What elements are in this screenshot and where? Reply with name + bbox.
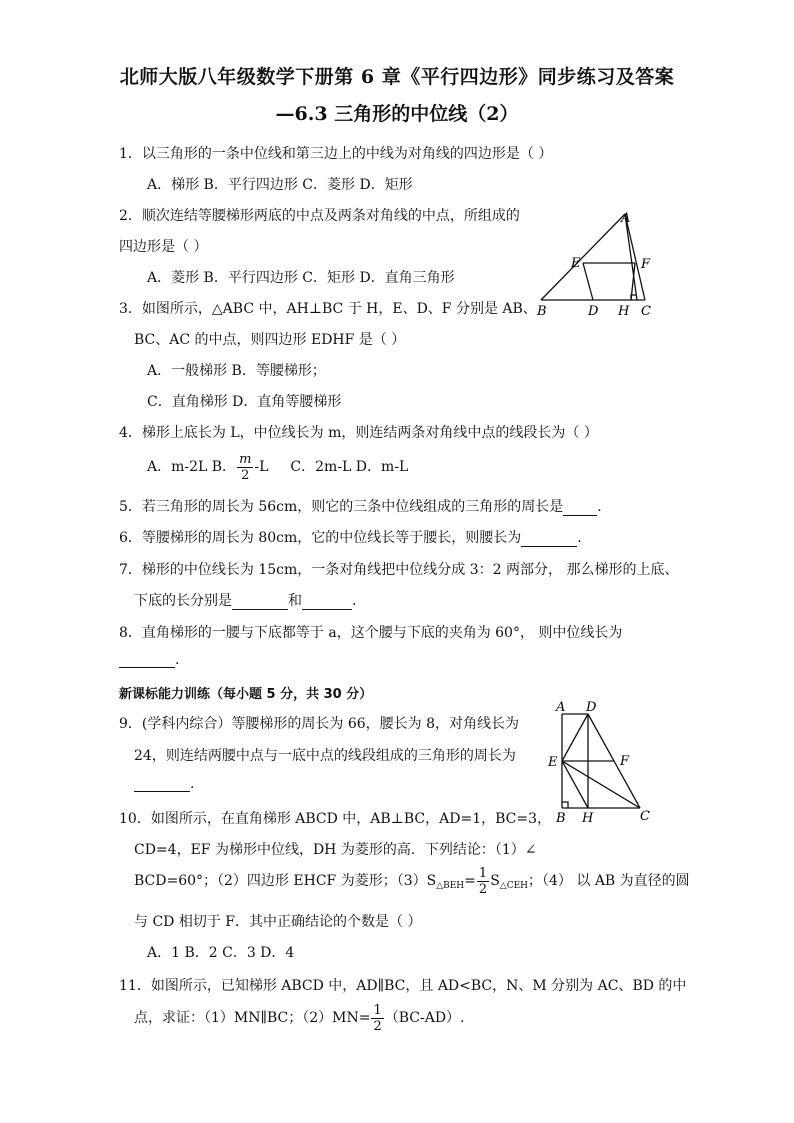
- question-7-line2: [134, 590, 356, 610]
- area-subscript-beh: △BEH: [436, 881, 465, 891]
- trapezoid-figure: [540, 700, 660, 824]
- section-heading: 新课标能力训练（每小题 5 分，共 30 分）: [119, 687, 373, 702]
- question-2-line1: 2．顺次连结等腰梯形两底的中点及两条对角线的中点，所组成的: [119, 208, 520, 224]
- answer-blank-upper-base[interactable]: [232, 595, 288, 610]
- question-8-end: .: [175, 652, 180, 668]
- question-10-line3: [134, 864, 690, 903]
- question-7-and: 和: [288, 593, 302, 609]
- question-10-line1: 10．如图所示，在直角梯形 ABCD 中，AB⊥BC，AD=1，BC=3，: [119, 811, 552, 827]
- question-4-option-b-tail: -L: [254, 459, 269, 475]
- fig1-label-d: D: [588, 304, 599, 319]
- right-angle-mark: [562, 802, 568, 808]
- triangle-figure: [533, 208, 663, 320]
- question-8-line2: [119, 652, 179, 668]
- fig2-label-a: A: [556, 700, 566, 715]
- question-11-text-b: （BC-AD）.: [384, 1010, 465, 1026]
- fig2-label-f: F: [620, 754, 630, 769]
- question-11-text-a: 点，求证：（1）MN∥BC；（2）MN=: [134, 1010, 371, 1026]
- question-9-end: .: [190, 776, 195, 792]
- answer-blank[interactable]: [134, 777, 190, 792]
- question-9-line3: [134, 776, 194, 792]
- question-4-options-cd: C．2m-L D．m-L: [290, 459, 409, 475]
- fraction-denominator: 2: [478, 881, 488, 897]
- fraction-denominator: 2: [241, 467, 250, 483]
- fig2-label-c: C: [640, 809, 650, 824]
- fraction-one-half: [477, 867, 489, 896]
- answer-blank[interactable]: [521, 532, 577, 547]
- question-5-end: .: [597, 499, 602, 515]
- fig1-label-h: H: [618, 304, 630, 319]
- fig1-label-f: F: [641, 257, 651, 272]
- question-1-text: 1．以三角形的一条中位线和第三边上的中线为对角线的四边形是（ ）: [119, 146, 553, 162]
- fig2-label-d: D: [586, 700, 597, 715]
- question-3-options-1: A．一般梯形 B．等腰梯形；: [147, 363, 326, 379]
- fig1-label-a: A: [621, 211, 631, 226]
- question-3-line1: 3．如图所示，△ABC 中，AH⊥BC 于 H，E、D、F 分别是 AB、: [119, 301, 537, 317]
- question-5: [119, 496, 602, 516]
- question-11-line1: 11．如图所示，已知梯形 ABCD 中，AD∥BC，且 AD<BC，N、M 分别为 AC、BD 的中: [119, 978, 687, 994]
- question-10-text-b: S: [490, 873, 500, 889]
- answer-blank[interactable]: [119, 653, 175, 668]
- question-6-text: 6．等腰梯形的周长为 80cm，它的中位线长等于腰长，则腰长为: [119, 530, 522, 546]
- segment-ed: [583, 263, 593, 300]
- page-subtitle: —6.3 三角形的中位线（2）: [275, 103, 519, 125]
- question-1-options: A．梯形 B．平行四边形 C．菱形 D．矩形: [147, 177, 413, 193]
- fig2-label-e: E: [548, 755, 558, 770]
- question-6-end: .: [577, 530, 582, 546]
- question-11-line2: [134, 1001, 465, 1035]
- question-10-options: A．1 B．2 C．3 D．4: [147, 945, 295, 961]
- question-7-line1: 7．梯形的中位线长为 15cm，一条对角线把中位线分成 3：2 两部分， 那么梯形的上底、: [119, 562, 679, 578]
- question-8-line1: 8．直角梯形的一腰与下底都等于 a，这个腰与下底的夹角为 60°， 则中位线长为: [119, 625, 623, 641]
- question-10-line2: CD=4，EF 为梯形中位线，DH 为菱形的高．下列结论：（1）∠: [134, 842, 537, 858]
- fig1-label-b: B: [537, 304, 547, 319]
- segment-eh: [562, 761, 588, 808]
- page-title: 北师大版八年级数学下册第 6 章《平行四边形》同步练习及答案: [119, 66, 675, 88]
- fraction-one-half: [371, 1004, 383, 1033]
- fig2-label-h: H: [582, 811, 594, 824]
- question-5-text: 5．若三角形的周长为 56cm，则它的三条中位线组成的三角形的周长是: [119, 499, 564, 515]
- question-3-options-2: C．直角梯形 D．直角等腰梯形: [147, 394, 342, 410]
- question-9-line2: 24，则连结两腰中点与一底中点的线段组成的三角形的周长为: [134, 748, 516, 764]
- fig1-label-c: C: [641, 304, 651, 319]
- fraction-numerator: 1: [478, 865, 488, 881]
- question-10-text-c: ；（4） 以 AB 为直径的圆: [528, 873, 690, 889]
- question-2-line2: 四边形是（ ）: [119, 239, 208, 255]
- question-4-text: 4．梯形上底长为 L，中位线长为 m，则连结两条对角线中点的线段长为（ ）: [119, 425, 598, 441]
- question-2-options: A．菱形 B．平行四边形 C．矩形 D．直角三角形: [147, 270, 455, 286]
- segment-de: [562, 714, 588, 761]
- fraction-denominator: 2: [373, 1018, 382, 1034]
- question-7-text: 下底的长分别是: [134, 593, 232, 609]
- fig2-label-b: B: [556, 811, 566, 824]
- question-4-option-a: A．m-2L B．: [147, 459, 237, 475]
- question-10-text-a: BCD=60°；（2）四边形 EHCF 为菱形；（3）S: [134, 873, 437, 889]
- answer-blank[interactable]: [563, 501, 597, 516]
- question-7-end: .: [352, 593, 357, 609]
- segment-ab: [541, 214, 625, 300]
- equals-sign: =: [464, 873, 476, 889]
- fraction-numerator: 1: [373, 1002, 382, 1018]
- fig1-label-e: E: [571, 256, 581, 271]
- question-4-options: [147, 450, 408, 484]
- area-subscript-ceh: △CEH: [499, 881, 529, 891]
- question-9-line1: 9．(学科内综合）等腰梯形的周长为 66，腰长为 8，对角线长为: [119, 716, 519, 732]
- fraction-m-over-2: [237, 453, 253, 482]
- fraction-numerator: m: [239, 451, 252, 467]
- answer-blank-lower-base[interactable]: [302, 595, 352, 610]
- question-6: [119, 527, 582, 547]
- question-10-line4: 与 CD 相切于 F．其中正确结论的个数是（ ）: [134, 914, 422, 930]
- question-3-line2: BC、AC 的中点，则四边形 EDHF 是（ ）: [134, 332, 406, 348]
